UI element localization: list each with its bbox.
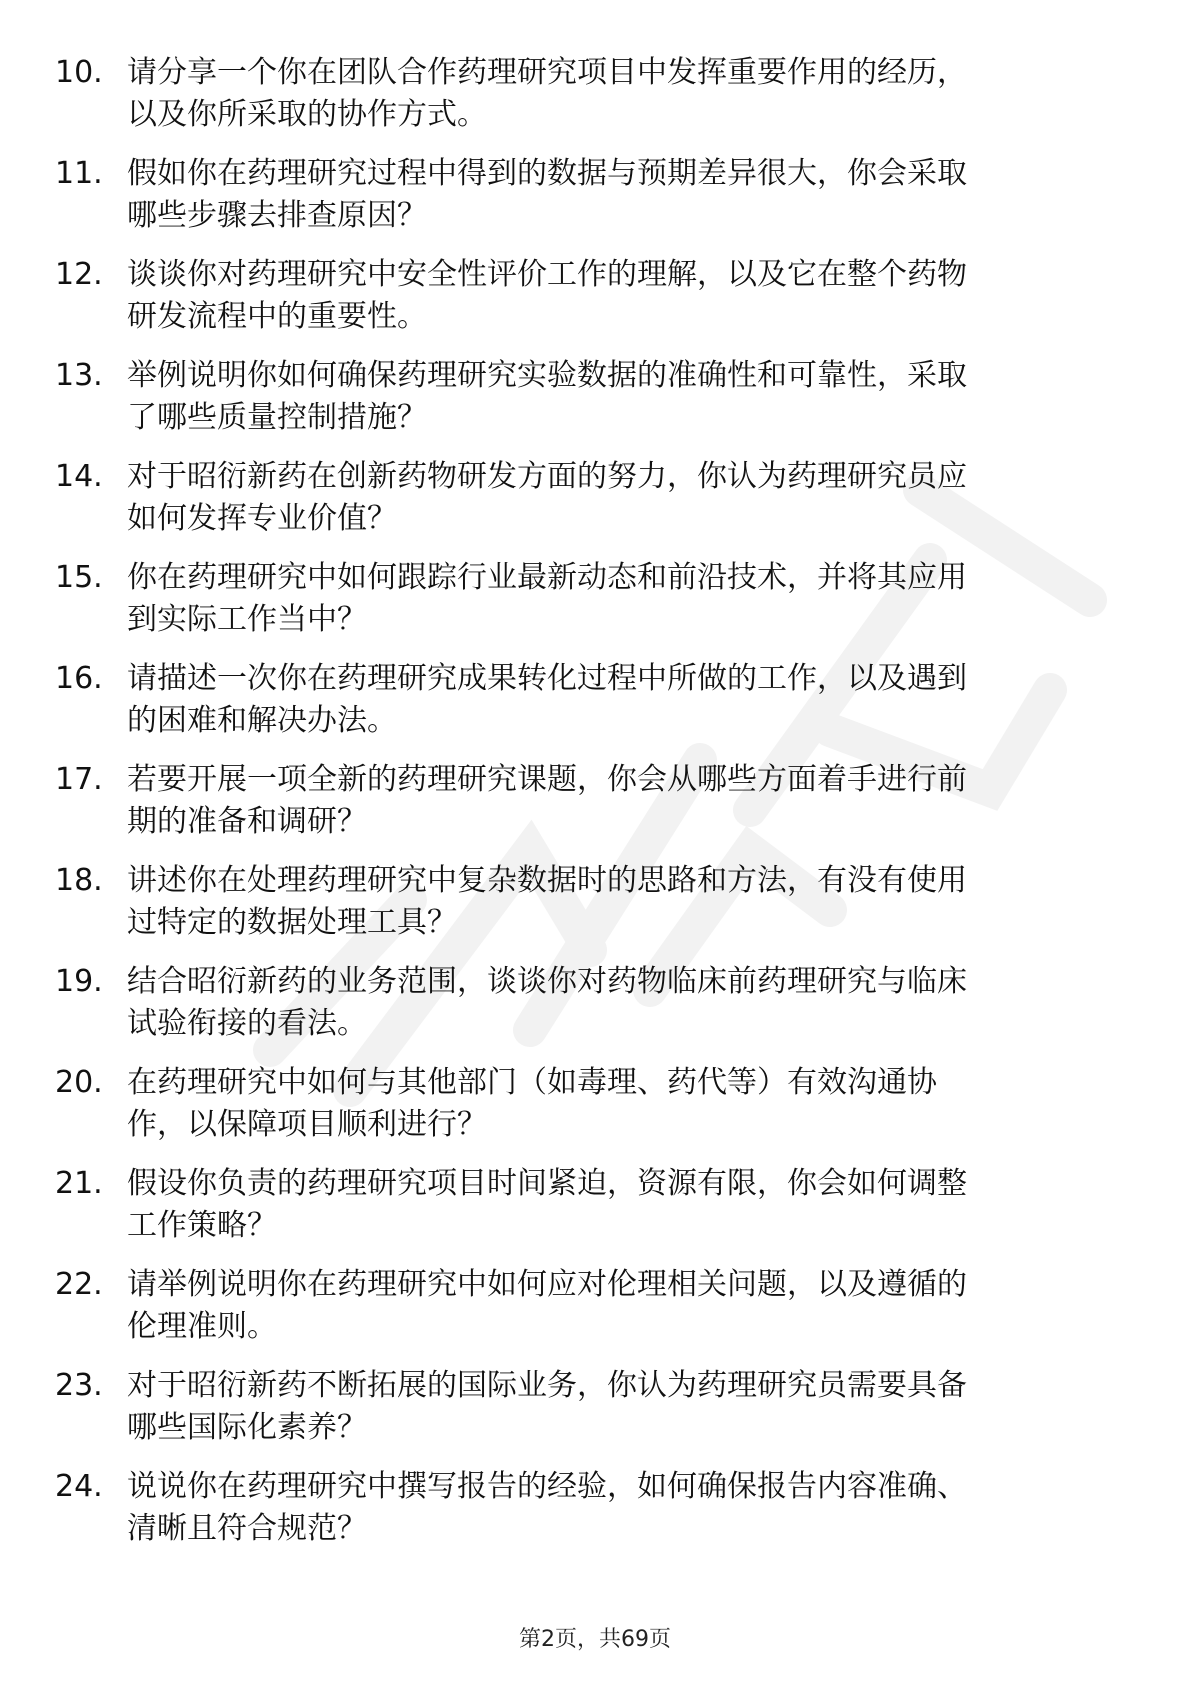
- question-item: [55, 860, 1135, 944]
- question-item: [55, 153, 1135, 237]
- question-item: [55, 254, 1135, 338]
- question-number: 13.: [55, 358, 103, 393]
- page-number: 第2页，共69页: [519, 1627, 671, 1652]
- question-number: 18.: [55, 863, 103, 898]
- question-text: 若要开展一项全新的药理研究课题，你会从哪些方面着手进行前 期的准备和调研？: [127, 762, 967, 839]
- question-text: 对于昭衍新药在创新药物研发方面的努力，你认为药理研究员应 如何发挥专业价值？: [127, 459, 967, 536]
- question-item: [55, 1365, 1135, 1449]
- question-number: 21.: [55, 1166, 103, 1201]
- question-list: [55, 52, 1135, 1567]
- question-item: [55, 456, 1135, 540]
- question-text: 请分享一个你在团队合作药理研究项目中发挥重要作用的经历， 以及你所采取的协作方式。: [127, 55, 967, 132]
- question-number: 16.: [55, 661, 103, 696]
- question-number: 19.: [55, 964, 103, 999]
- question-item: [55, 1062, 1135, 1146]
- question-number: 20.: [55, 1065, 103, 1100]
- question-number: 17.: [55, 762, 103, 797]
- question-number: 24.: [55, 1469, 103, 1504]
- question-text: 假设你负责的药理研究项目时间紧迫，资源有限，你会如何调整 工作策略？: [127, 1166, 967, 1243]
- question-text: 讲述你在处理药理研究中复杂数据时的思路和方法，有没有使用 过特定的数据处理工具？: [127, 863, 967, 940]
- question-item: [55, 1163, 1135, 1247]
- question-number: 10.: [55, 55, 103, 90]
- question-item: [55, 1264, 1135, 1348]
- question-number: 11.: [55, 156, 103, 191]
- question-text: 假如你在药理研究过程中得到的数据与预期差异很大，你会采取 哪些步骤去排查原因？: [127, 156, 967, 233]
- question-number: 12.: [55, 257, 103, 292]
- question-item: [55, 52, 1135, 136]
- question-text: 结合昭衍新药的业务范围，谈谈你对药物临床前药理研究与临床 试验衔接的看法。: [127, 964, 967, 1041]
- question-item: [55, 658, 1135, 742]
- question-item: [55, 355, 1135, 439]
- question-item: [55, 961, 1135, 1045]
- question-text: 在药理研究中如何与其他部门（如毒理、药代等）有效沟通协 作，以保障项目顺利进行？: [127, 1065, 937, 1142]
- question-text: 请举例说明你在药理研究中如何应对伦理相关问题，以及遵循的 伦理准则。: [127, 1267, 967, 1344]
- question-item: [55, 1466, 1135, 1550]
- question-number: 14.: [55, 459, 103, 494]
- question-text: 对于昭衍新药不断拓展的国际业务，你认为药理研究员需要具备 哪些国际化素养？: [127, 1368, 967, 1445]
- question-number: 23.: [55, 1368, 103, 1403]
- question-text: 谈谈你对药理研究中安全性评价工作的理解，以及它在整个药物 研发流程中的重要性。: [127, 257, 967, 334]
- question-item: [55, 557, 1135, 641]
- question-text: 请描述一次你在药理研究成果转化过程中所做的工作，以及遇到 的困难和解决办法。: [127, 661, 967, 738]
- question-number: 15.: [55, 560, 103, 595]
- question-item: [55, 759, 1135, 843]
- question-text: 举例说明你如何确保药理研究实验数据的准确性和可靠性，采取 了哪些质量控制措施？: [127, 358, 967, 435]
- question-text: 说说你在药理研究中撰写报告的经验，如何确保报告内容准确、 清晰且符合规范？: [127, 1469, 967, 1546]
- question-number: 22.: [55, 1267, 103, 1302]
- question-text: 你在药理研究中如何跟踪行业最新动态和前沿技术，并将其应用 到实际工作当中？: [127, 560, 967, 637]
